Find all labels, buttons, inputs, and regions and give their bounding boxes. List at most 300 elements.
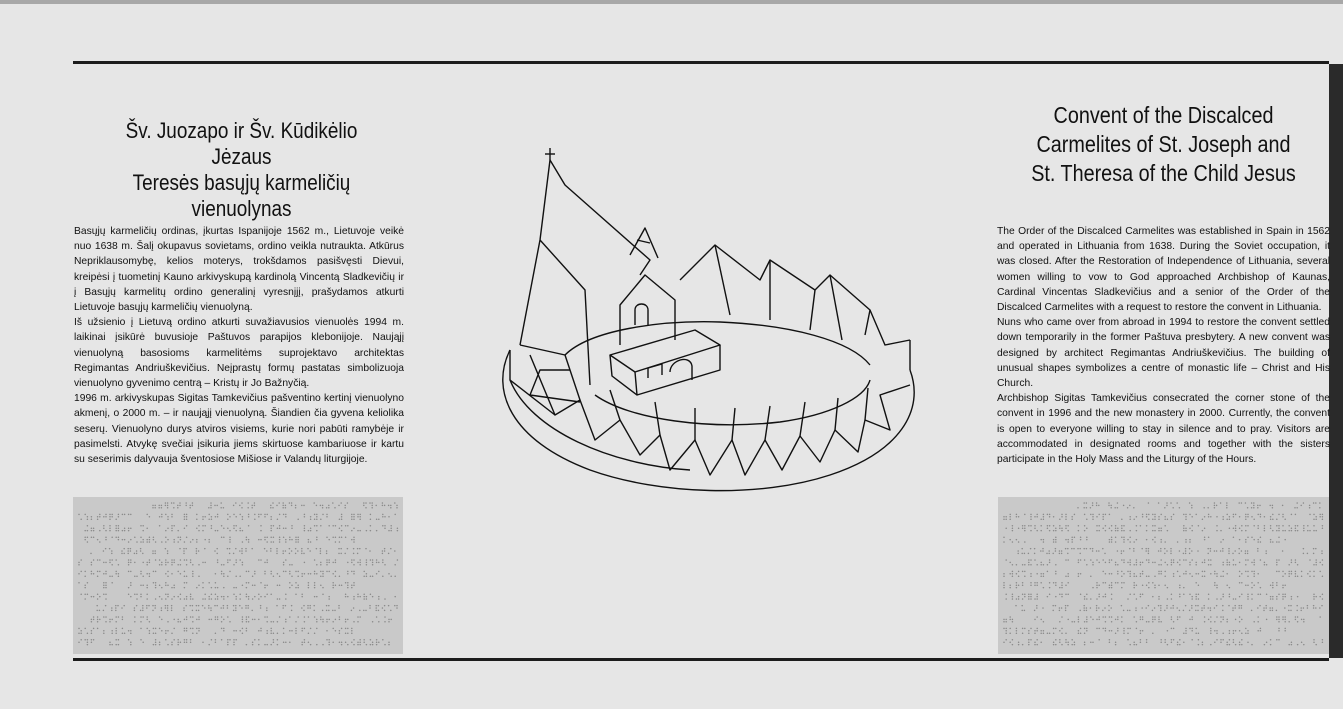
braille-dot: [1253, 575, 1255, 577]
braille-dot: [357, 596, 359, 598]
braille-dot: [339, 616, 341, 618]
braille-dot: [1313, 553, 1315, 555]
braille-dot: [291, 550, 293, 552]
braille-dot: [136, 550, 138, 552]
braille-dot: [208, 619, 210, 621]
braille-dot: [1146, 516, 1148, 518]
braille-dot: [153, 628, 155, 630]
braille-dot: [370, 530, 372, 532]
braille-dot: [1191, 507, 1193, 509]
braille-dot: [277, 644, 279, 646]
braille-dot: [396, 607, 398, 609]
braille-dot: [1204, 539, 1206, 541]
braille-dot: [320, 584, 322, 586]
braille-dot: [1109, 562, 1111, 564]
braille-dot: [1251, 571, 1253, 573]
braille-dot: [186, 564, 188, 566]
braille-dot: [1136, 539, 1138, 541]
braille-dot: [1185, 530, 1187, 532]
braille-dot: [295, 587, 297, 589]
braille-dot: [1291, 559, 1293, 561]
braille-dot: [1220, 616, 1222, 618]
braille-dot: [328, 507, 330, 509]
braille-dot: [363, 598, 365, 600]
braille-dot: [1214, 550, 1216, 552]
braille-dot: [304, 516, 306, 518]
braille-dot: [1203, 607, 1205, 609]
braille-dot: [1148, 575, 1150, 577]
braille-dot: [1315, 516, 1317, 518]
braille-dot: [289, 573, 291, 575]
braille-dot: [1171, 628, 1173, 630]
braille-dot: [1105, 621, 1107, 623]
braille-dot: [1228, 605, 1230, 607]
braille-dot: [382, 525, 384, 527]
braille-dot: [1028, 598, 1030, 600]
braille-dot: [277, 632, 279, 634]
braille-dot: [270, 536, 272, 538]
braille-dot: [227, 527, 229, 529]
braille-dot: [1313, 530, 1315, 532]
braille-dot: [371, 502, 373, 504]
braille-dot: [1195, 593, 1197, 595]
braille-dot: [165, 573, 167, 575]
braille-dot: [326, 559, 328, 561]
braille-dot: [1191, 630, 1193, 632]
braille-dot: [1079, 553, 1081, 555]
braille-dot: [308, 573, 310, 575]
braille-dot: [1171, 616, 1173, 618]
braille-dot: [202, 562, 204, 564]
braille-dot: [180, 598, 182, 600]
braille-dot: [1265, 605, 1267, 607]
braille-dot: [339, 575, 341, 577]
braille-dot: [1136, 598, 1138, 600]
braille-dot: [357, 644, 359, 646]
braille-dot: [328, 562, 330, 564]
braille-dot: [384, 598, 386, 600]
braille-dot: [1164, 571, 1166, 573]
braille-dot: [254, 571, 256, 573]
braille-dot: [184, 641, 186, 643]
braille-dot: [1232, 607, 1234, 609]
braille-dot: [283, 564, 285, 566]
braille-dot: [1257, 607, 1259, 609]
braille-dot: [1322, 564, 1324, 566]
braille-dot: [159, 628, 161, 630]
braille-dot: [118, 564, 120, 566]
braille-dot: [128, 559, 130, 561]
braille-dot: [192, 616, 194, 618]
braille-dot: [1140, 593, 1142, 595]
braille-dot: [1238, 502, 1240, 504]
braille-dot: [146, 616, 148, 618]
braille-dot: [142, 525, 144, 527]
braille-dot: [211, 518, 213, 520]
braille-dot: [1133, 518, 1135, 520]
braille-dot: [91, 619, 93, 621]
braille-dot: [93, 527, 95, 529]
braille-dot: [314, 559, 316, 561]
braille-dot: [322, 571, 324, 573]
braille-dot: [1247, 630, 1249, 632]
lithuanian-title-line: Teresės basųjų karmeličių vienuolynas: [132, 170, 351, 221]
braille-dot: [1278, 616, 1280, 618]
braille-dot: [84, 639, 86, 641]
braille-dot: [105, 582, 107, 584]
braille-dot: [1055, 573, 1057, 575]
braille-dot: [173, 587, 175, 589]
braille-dot: [1210, 607, 1212, 609]
braille-dot: [370, 639, 372, 641]
braille-dot: [295, 582, 297, 584]
braille-dot: [84, 584, 86, 586]
braille-dot: [316, 619, 318, 621]
braille-dot: [223, 628, 225, 630]
braille-dot: [295, 630, 297, 632]
braille-dot: [233, 644, 235, 646]
braille-dot: [1071, 644, 1073, 646]
braille-dot: [1189, 548, 1191, 550]
braille-dot: [1061, 514, 1063, 516]
braille-dot: [289, 587, 291, 589]
braille-dot: [196, 539, 198, 541]
braille-dot: [1253, 573, 1255, 575]
braille-dot: [357, 616, 359, 618]
braille-dot: [196, 619, 198, 621]
braille-dot: [235, 639, 237, 641]
braille-dot: [1121, 605, 1123, 607]
braille-dot: [1235, 644, 1237, 646]
braille-dot: [270, 571, 272, 573]
braille-dot: [167, 596, 169, 598]
braille-dot: [1065, 593, 1067, 595]
braille-dot: [1053, 641, 1055, 643]
braille-dot: [1040, 575, 1042, 577]
braille-dot: [1022, 582, 1024, 584]
braille-dot: [277, 621, 279, 623]
braille-dot: [1067, 582, 1069, 584]
braille-dot: [171, 587, 173, 589]
braille-dot: [304, 525, 306, 527]
braille-dot: [1077, 548, 1079, 550]
braille-dot: [1104, 553, 1106, 555]
braille-dot: [1136, 564, 1138, 566]
braille-dot: [196, 632, 198, 634]
braille-dot: [1111, 530, 1113, 532]
braille-dot: [326, 536, 328, 538]
braille-dot: [93, 619, 95, 621]
braille-dot: [198, 628, 200, 630]
braille-dot: [266, 559, 268, 561]
braille-dot: [370, 518, 372, 520]
braille-dot: [254, 514, 256, 516]
braille-dot: [134, 593, 136, 595]
braille-dot: [248, 541, 250, 543]
braille-dot: [105, 616, 107, 618]
braille-dot: [1096, 610, 1098, 612]
braille-dot: [285, 514, 287, 516]
braille-dot: [155, 639, 157, 641]
braille-dot: [376, 573, 378, 575]
braille-dot: [165, 564, 167, 566]
braille-dot: [1121, 559, 1123, 561]
braille-dot: [78, 632, 80, 634]
braille-dot: [1012, 639, 1014, 641]
braille-dot: [171, 610, 173, 612]
braille-dot: [1102, 610, 1104, 612]
braille-dot: [376, 562, 378, 564]
braille-dot: [136, 593, 138, 595]
braille-dot: [1158, 516, 1160, 518]
braille-dot: [186, 639, 188, 641]
braille-dot: [111, 632, 113, 634]
braille-dot: [1061, 616, 1063, 618]
braille-dot: [1197, 605, 1199, 607]
braille-dot: [1291, 644, 1293, 646]
braille-dot: [1145, 607, 1147, 609]
braille-dot: [320, 575, 322, 577]
braille-dot: [1022, 593, 1024, 595]
braille-dot: [1028, 632, 1030, 634]
braille-dot: [1167, 598, 1169, 600]
braille-dot: [266, 550, 268, 552]
braille-dot: [97, 516, 99, 518]
braille-dot: [198, 610, 200, 612]
braille-dot: [115, 571, 117, 573]
braille-dot: [341, 644, 343, 646]
braille-dot: [347, 502, 349, 504]
braille-dot: [1176, 607, 1178, 609]
braille-dot: [103, 527, 105, 529]
braille-dot: [264, 548, 266, 550]
braille-dot: [363, 575, 365, 577]
braille-dot: [211, 598, 213, 600]
braille-dot: [1018, 644, 1020, 646]
braille-dot: [140, 573, 142, 575]
braille-dot: [146, 527, 148, 529]
braille-dot: [167, 553, 169, 555]
braille-dot: [1121, 518, 1123, 520]
braille-dot: [1272, 518, 1274, 520]
braille-dot: [1111, 616, 1113, 618]
braille-dot: [320, 616, 322, 618]
braille-dot: [242, 621, 244, 623]
braille-dot: [1059, 518, 1061, 520]
braille-dot: [1276, 525, 1278, 527]
braille-dot: [1083, 502, 1085, 504]
braille-dot: [1288, 644, 1290, 646]
braille-dot: [1179, 587, 1181, 589]
braille-dot: [295, 541, 297, 543]
braille-dot: [124, 530, 126, 532]
braille-dot: [1129, 571, 1131, 573]
braille-dot: [1177, 644, 1179, 646]
braille-dot: [1272, 596, 1274, 598]
braille-dot: [1202, 530, 1204, 532]
braille-dot: [134, 575, 136, 577]
braille-dot: [1222, 616, 1224, 618]
braille-dot: [1322, 559, 1324, 561]
braille-dot: [1030, 548, 1032, 550]
braille-dot: [154, 553, 156, 555]
braille-dot: [378, 596, 380, 598]
braille-dot: [103, 582, 105, 584]
braille-dot: [1247, 516, 1249, 518]
braille-dot: [1117, 502, 1119, 504]
braille-dot: [111, 514, 113, 516]
braille-dot: [165, 536, 167, 538]
braille-dot: [1092, 564, 1094, 566]
braille-dot: [1282, 575, 1284, 577]
braille-dot: [320, 518, 322, 520]
braille-dot: [1288, 610, 1290, 612]
braille-dot: [227, 607, 229, 609]
braille-dot: [1232, 610, 1234, 612]
braille-dot: [388, 505, 390, 507]
braille-dot: [1152, 616, 1154, 618]
braille-dot: [1005, 598, 1007, 600]
braille-dot: [1270, 518, 1272, 520]
braille-dot: [111, 550, 113, 552]
braille-dot: [1053, 628, 1055, 630]
braille-dot: [1198, 593, 1200, 595]
braille-dot: [335, 575, 337, 577]
braille-dot: [180, 621, 182, 623]
braille-dot: [270, 505, 272, 507]
braille-dot: [192, 598, 194, 600]
braille-dot: [1043, 518, 1045, 520]
braille-dot: [353, 582, 355, 584]
braille-dot: [1121, 621, 1123, 623]
braille-dot: [1092, 587, 1094, 589]
braille-dot: [1164, 562, 1166, 564]
braille-dot: [171, 607, 173, 609]
braille-dot: [1047, 527, 1049, 529]
braille-dot: [266, 514, 268, 516]
braille-dot: [1191, 616, 1193, 618]
braille-dot: [1078, 619, 1080, 621]
braille-dot: [217, 619, 219, 621]
braille-dot: [347, 582, 349, 584]
braille-dot: [1216, 639, 1218, 641]
braille-dot: [363, 641, 365, 643]
braille-dot: [87, 516, 89, 518]
braille-dot: [99, 530, 101, 532]
braille-dot: [388, 619, 390, 621]
braille-dot: [1036, 593, 1038, 595]
braille-dot: [97, 593, 99, 595]
braille-dot: [1040, 530, 1042, 532]
braille-dot: [184, 527, 186, 529]
braille-dot: [357, 562, 359, 564]
braille-dot: [366, 644, 368, 646]
braille-dot: [1282, 619, 1284, 621]
braille-dot: [258, 539, 260, 541]
braille-dot: [198, 525, 200, 527]
braille-dot: [1160, 571, 1162, 573]
braille-dot: [97, 619, 99, 621]
braille-dot: [1018, 527, 1020, 529]
braille-dot: [179, 505, 181, 507]
braille-dot: [1140, 562, 1142, 564]
braille-dot: [227, 639, 229, 641]
braille-dot: [1065, 632, 1067, 634]
braille-dot: [1239, 562, 1241, 564]
braille-dot: [1028, 593, 1030, 595]
braille-dot: [1226, 505, 1228, 507]
braille-dot: [1321, 605, 1323, 607]
braille-dot: [1269, 607, 1271, 609]
braille-dot: [366, 598, 368, 600]
braille-dot: [1222, 571, 1224, 573]
braille-dot: [1226, 559, 1228, 561]
braille-dot: [376, 641, 378, 643]
braille-dot: [328, 559, 330, 561]
braille-dot: [1109, 559, 1111, 561]
braille-dot: [1030, 639, 1032, 641]
braille-dot: [289, 641, 291, 643]
braille-dot: [289, 616, 291, 618]
braille-dot: [1059, 527, 1061, 529]
braille-dot: [1179, 564, 1181, 566]
braille-dot: [242, 530, 244, 532]
braille-dot: [1226, 514, 1228, 516]
braille-dot: [1170, 550, 1172, 552]
braille-dot: [1282, 616, 1284, 618]
braille-dot: [1272, 598, 1274, 600]
braille-dot: [345, 632, 347, 634]
braille-dot: [1164, 525, 1166, 527]
braille-dot: [260, 605, 262, 607]
convent-illustration: [470, 140, 940, 520]
braille-dot: [1216, 598, 1218, 600]
braille-dot: [1059, 607, 1061, 609]
braille-dot: [118, 644, 120, 646]
braille-dot: [146, 541, 148, 543]
braille-dot: [1059, 641, 1061, 643]
braille-dot: [1245, 518, 1247, 520]
braille-dot: [115, 525, 117, 527]
braille-dot: [198, 564, 200, 566]
braille-dot: [248, 571, 250, 573]
braille-dot: [91, 527, 93, 529]
braille-dot: [130, 550, 132, 552]
braille-dot: [1152, 632, 1154, 634]
braille-dot: [316, 596, 318, 598]
braille-dot: [347, 619, 349, 621]
braille-dot: [1229, 587, 1231, 589]
braille-dot: [1024, 564, 1026, 566]
braille-dot: [1016, 516, 1018, 518]
braille-dot: [353, 639, 355, 641]
braille-dot: [134, 562, 136, 564]
braille-dot: [111, 607, 113, 609]
braille-dot: [167, 605, 169, 607]
braille-dot: [1216, 630, 1218, 632]
braille-dot: [390, 505, 392, 507]
braille-dot: [351, 514, 353, 516]
braille-dot: [328, 641, 330, 643]
braille-dot: [345, 593, 347, 595]
braille-dot: [165, 598, 167, 600]
braille-dot: [1152, 518, 1154, 520]
braille-dot: [223, 598, 225, 600]
braille-dot: [196, 587, 198, 589]
braille-dot: [233, 527, 235, 529]
braille-dot: [233, 641, 235, 643]
braille-dot: [109, 525, 111, 527]
